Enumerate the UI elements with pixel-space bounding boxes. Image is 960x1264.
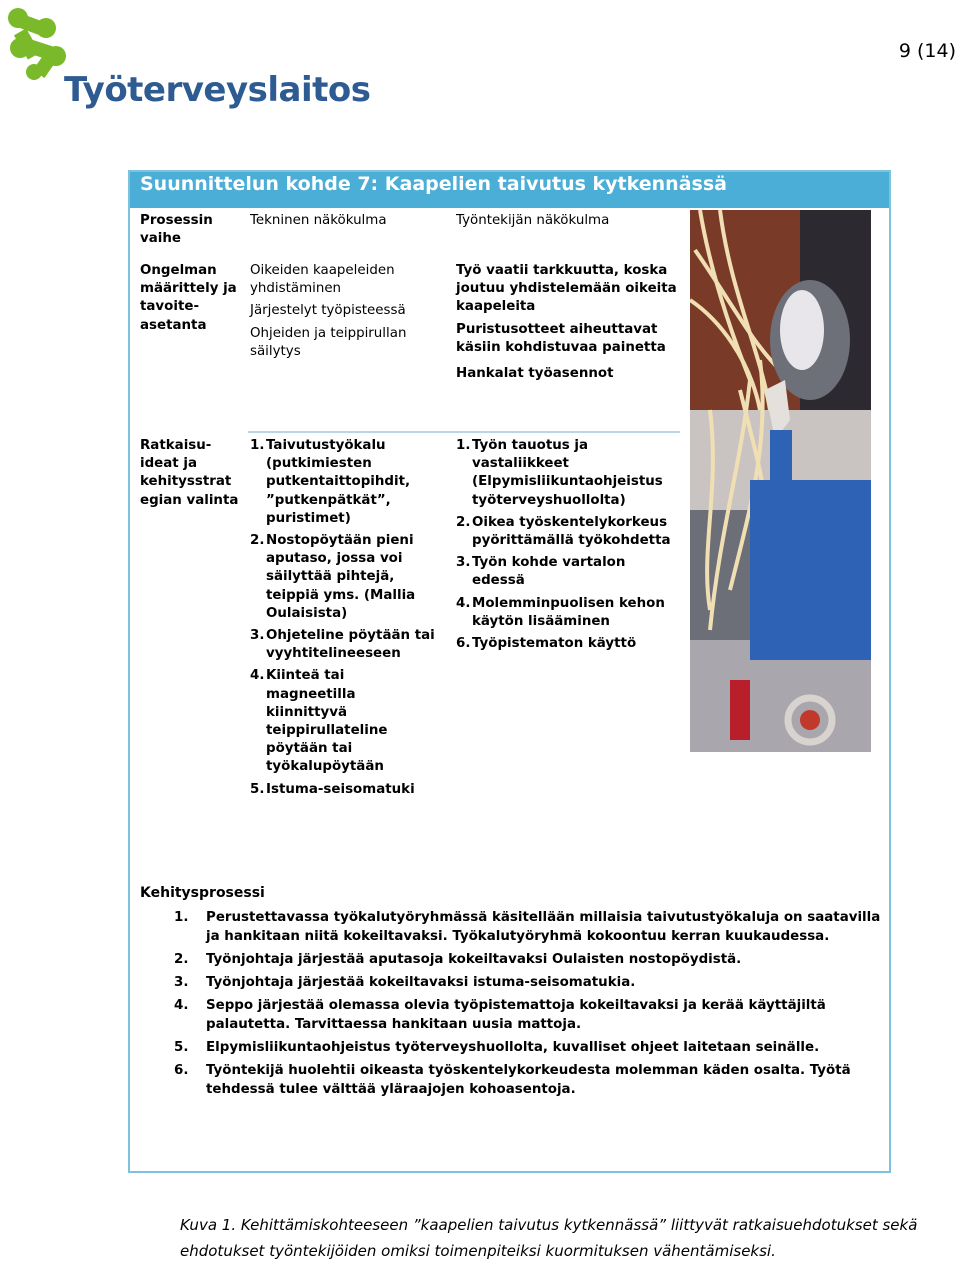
- list-item: 2. Oikea työskentelykorkeus pyörittämällä työkohdetta: [456, 514, 671, 549]
- list-item: 4. Molemminpuolisen kehon käytön lisääminen: [456, 595, 665, 629]
- list-item: 1. Työn tauotus ja vastaliikkeet (Elpymisliikuntaohjeistus työterveyshuollolta): [456, 438, 663, 508]
- row1-worker-item: Työ vaatii tarkkuutta, koska joutuu yhdistelemään oikeita kaapeleita: [456, 263, 677, 315]
- list-item: 3. Ohjeteline pöytään tai vyyhtitelineeseen: [250, 628, 435, 662]
- row2-process-label: Ratkaisu-ideat ja kehitysstrat egian valinta: [140, 438, 239, 508]
- list-item: 3. Työnjohtaja järjestää kokeiltavaksi istuma-seisomatukia.: [174, 975, 636, 990]
- list-item: 6. Työpistematon käyttö: [456, 636, 637, 652]
- column-header-process: Prosessin vaihe: [140, 213, 213, 247]
- list-item: 6. Työntekijä huolehtii oikeasta työskentelykorkeudesta molemman käden osalta. Työtä tehdessä tulee välttää yläraajojen kohoasentoja.: [174, 1063, 851, 1097]
- list-item: 5. Istuma-seisomatuki: [250, 781, 415, 797]
- column-header-worker: Työntekijän näkökulma: [456, 213, 610, 228]
- row1-worker-item: Puristusotteet aiheuttavat käsiin kohdistuvaa painetta: [456, 321, 666, 355]
- row1-technical: [250, 262, 440, 361]
- list-item: 5. Elpymisliikuntaohjeistus työterveyshuollolta, kuvalliset ohjeet laitetaan seinälle.: [174, 1040, 820, 1055]
- work-photo: [690, 210, 871, 752]
- list-item: 2. Työnjohtaja järjestää aputasoja kokeiltavaksi Oulaisten nostopöydistä.: [174, 952, 742, 967]
- row1-technical-item: Oikeiden kaapeleiden yhdistäminen: [250, 263, 395, 297]
- row2-technical: [250, 437, 435, 803]
- list-item: 4. Seppo järjestää olemassa olevia työpistemattoja kokeiltavaksi ja kerää käyttäjiltä palautetta. Tarvittaessa hankitaan uusia mattoja.: [174, 998, 826, 1032]
- page-number: 9 (14): [898, 40, 956, 62]
- row1-worker-item: Hankalat työasennot: [456, 366, 614, 382]
- list-item: 1. Taivutustyökalu (putkimiesten putkentaittopihdit, ”putkenpätkät”, puristimet): [250, 438, 411, 526]
- column-header-technical: Tekninen näkökulma: [250, 213, 387, 228]
- row1-technical-item: Ohjeiden ja teippirullan säilytys: [250, 325, 407, 359]
- development-heading: Kehitysprosessi: [140, 885, 265, 901]
- section-title: Suunnittelun kohde 7: Kaapelien taivutus kytkennässä: [140, 173, 727, 195]
- row1-worker: [456, 262, 681, 383]
- row1-technical-item: Järjestelyt työpisteessä: [250, 303, 406, 319]
- row-divider: [248, 431, 680, 433]
- list-item: 4. Kiinteä tai magneetilla kiinnittyvä teippirullateline pöytään tai työkalupöytään: [250, 668, 388, 775]
- list-item: 1. Perustettavassa työkalutyöryhmässä käsitellään millaisia taivutustyökaluja on saatavilla ja hankitaan niitä kokeiltavaksi. Työkalutyöryhmä kokoontuu kerran kuukaudessa.: [174, 910, 881, 944]
- logo-wordmark: Työterveyslaitos: [64, 70, 371, 110]
- row2-worker: [456, 437, 681, 657]
- figure-caption: Kuva 1. Kehittämiskohteeseen ”kaapelien taivutus kytkennässä” liittyvät ratkaisuehdotukset sekä ehdotukset työntekijöiden omiksi toimenpiteiksi kuormituksen vähentämiseksi.: [180, 1216, 918, 1260]
- row1-process-label: Ongelman määrittely ja tavoite-asetanta: [140, 263, 237, 333]
- list-item: 3. Työn kohde vartalon edessä: [456, 555, 626, 589]
- list-item: 2. Nostopöytään pieni aputaso, jossa voi säilyttää pihtejä, teippiä yms. (Mallia Oulaisista): [250, 533, 416, 621]
- development-list: [174, 908, 884, 1103]
